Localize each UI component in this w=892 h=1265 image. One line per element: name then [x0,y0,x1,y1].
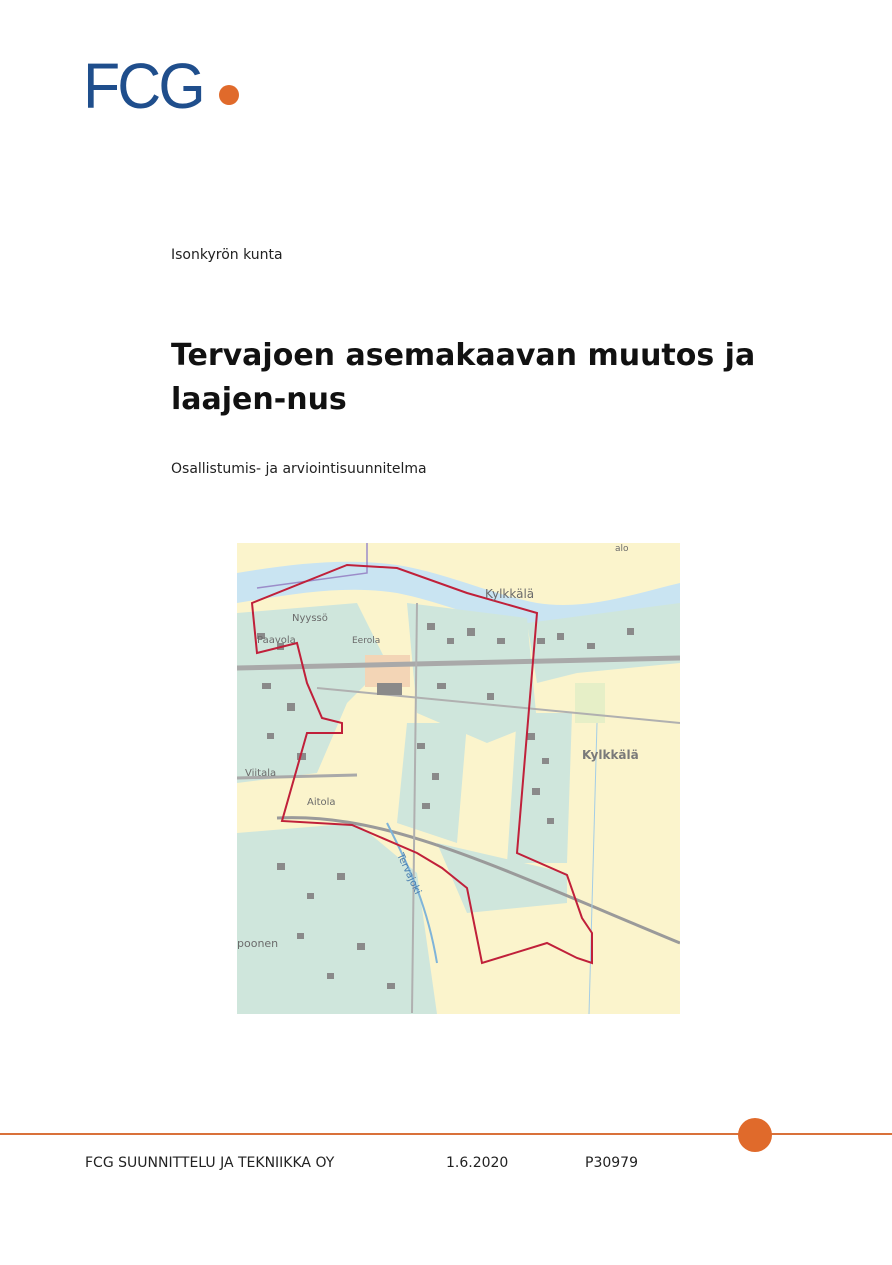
area-map [237,543,680,1014]
logo-text: FCG [83,50,203,122]
document-title: Tervajoen asemakaavan muutos ja laajen-nus [171,338,756,417]
organization-name: Isonkyrön kunta [171,247,283,263]
footer-date: 1.6.2020 [446,1155,509,1171]
footer-dot-icon [738,1118,772,1152]
document-subtitle: Osallistumis- ja arviointisuunnitelma [171,461,427,477]
footer-company: FCG SUUNNITTELU JA TEKNIIKKA OY [85,1155,335,1171]
school-area [365,655,410,687]
label-viitala: Viitala [245,768,277,779]
logo-dot-icon [219,85,239,105]
label-nyysso: Nyyssö [292,613,328,624]
label-aitola: Aitola [307,797,336,808]
field-area [575,683,605,723]
label-kylkkala-north: Kylkkälä [485,587,535,601]
footer-project-number: P30979 [585,1155,638,1171]
residential-middle [397,723,467,843]
label-kylkkala-east: Kylkkälä [582,748,639,762]
label-alo: alo [615,544,629,554]
label-paavola: Paavola [257,635,296,646]
label-eerola: Eerola [352,636,381,646]
label-tervajoki: Tervajoki [394,851,423,897]
label-poonen: poonen [237,937,279,950]
